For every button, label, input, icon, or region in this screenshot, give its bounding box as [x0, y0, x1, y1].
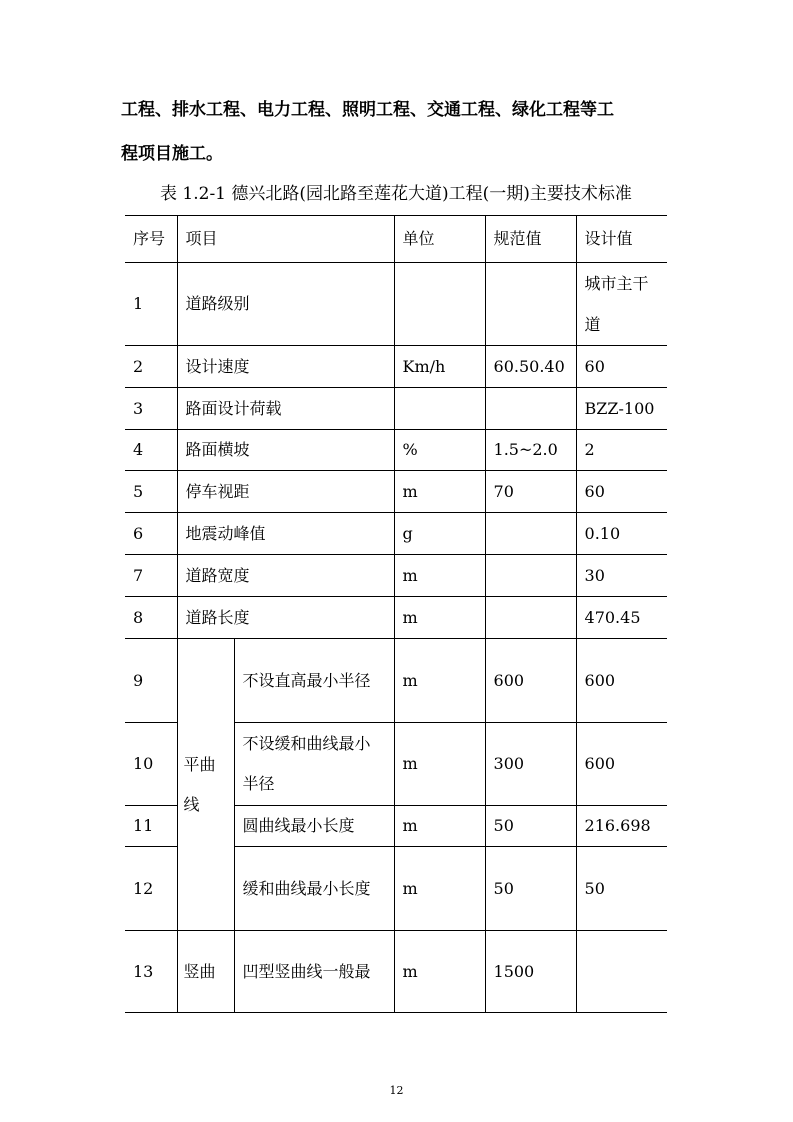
cell-item: 圆曲线最小长度: [234, 806, 394, 847]
cell-unit: %: [394, 430, 485, 471]
cell-no: 13: [125, 931, 177, 1013]
cell-no: 2: [125, 346, 177, 388]
cell-spec: [485, 513, 576, 555]
cell-spec: 70: [485, 471, 576, 513]
cell-item: 不设缓和曲线最小半径: [234, 723, 394, 806]
page-number: 12: [389, 1084, 404, 1097]
cell-design: 城市主干道: [576, 263, 667, 346]
cell-spec: 50: [485, 847, 576, 931]
cell-spec: 300: [485, 723, 576, 806]
cell-no: 10: [125, 723, 177, 806]
cell-unit: m: [394, 639, 485, 723]
header-design: 设计值: [576, 216, 667, 263]
cell-unit: m: [394, 723, 485, 806]
cell-spec: 60.50.40: [485, 346, 576, 388]
cell-unit: [394, 388, 485, 430]
cell-unit: m: [394, 806, 485, 847]
cell-item: 不设直高最小半径: [234, 639, 394, 723]
cell-no: 12: [125, 847, 177, 931]
cell-item: 停车视距: [177, 471, 394, 513]
cell-unit: [394, 263, 485, 346]
table-row: [125, 263, 667, 346]
cell-unit: m: [394, 471, 485, 513]
cell-spec: [485, 388, 576, 430]
cell-item: 凹型竖曲线一般最: [234, 931, 394, 1013]
header-unit: 单位: [394, 216, 485, 263]
header-no: 序号: [125, 216, 177, 263]
table-row: [125, 639, 667, 723]
cell-unit: m: [394, 597, 485, 639]
table-row: [125, 555, 667, 597]
header-spec: 规范值: [485, 216, 576, 263]
cell-item: 缓和曲线最小长度: [234, 847, 394, 931]
table-row: [125, 430, 667, 471]
cell-no: 1: [125, 263, 177, 346]
header-item: 项目: [177, 216, 394, 263]
group-label-vertical-curve: 竖曲: [177, 931, 234, 1013]
cell-no: 7: [125, 555, 177, 597]
cell-no: 11: [125, 806, 177, 847]
cell-item: 设计速度: [177, 346, 394, 388]
cell-design: 30: [576, 555, 667, 597]
cell-item: 道路宽度: [177, 555, 394, 597]
cell-design: 2: [576, 430, 667, 471]
table-row: [125, 513, 667, 555]
cell-no: 9: [125, 639, 177, 723]
group-label-horizontal-curve: 平曲线: [177, 639, 234, 931]
cell-spec: [485, 597, 576, 639]
cell-no: 8: [125, 597, 177, 639]
cell-spec: 1500: [485, 931, 576, 1013]
cell-design: 470.45: [576, 597, 667, 639]
cell-spec: 600: [485, 639, 576, 723]
cell-design: 60: [576, 471, 667, 513]
tech-standards-table: [125, 215, 667, 1013]
paragraph-line-2: 程项目施工。: [121, 144, 223, 164]
cell-design: 0.10: [576, 513, 667, 555]
cell-design: 216.698: [576, 806, 667, 847]
cell-item: 路面横坡: [177, 430, 394, 471]
table-row: [125, 471, 667, 513]
cell-design: 60: [576, 346, 667, 388]
cell-no: 3: [125, 388, 177, 430]
table-row: [125, 597, 667, 639]
table-row: [125, 931, 667, 1013]
cell-design: BZZ-100: [576, 388, 667, 430]
cell-design: 600: [576, 639, 667, 723]
cell-item: 地震动峰值: [177, 513, 394, 555]
cell-design: 600: [576, 723, 667, 806]
table-caption: 表 1.2-1 德兴北路(园北路至莲花大道)工程(一期)主要技术标准: [160, 184, 632, 204]
cell-no: 4: [125, 430, 177, 471]
cell-unit: m: [394, 931, 485, 1013]
table-header-row: [125, 216, 667, 263]
cell-spec: [485, 555, 576, 597]
cell-design: 50: [576, 847, 667, 931]
cell-item: 道路级别: [177, 263, 394, 346]
cell-item: 道路长度: [177, 597, 394, 639]
cell-item: 路面设计荷载: [177, 388, 394, 430]
paragraph-line-1: 工程、排水工程、电力工程、照明工程、交通工程、绿化工程等工: [121, 100, 614, 120]
cell-design: [576, 931, 667, 1013]
cell-unit: Km/h: [394, 346, 485, 388]
cell-spec: 50: [485, 806, 576, 847]
cell-unit: m: [394, 847, 485, 931]
cell-unit: m: [394, 555, 485, 597]
table-row: [125, 346, 667, 388]
cell-spec: 1.5~2.0: [485, 430, 576, 471]
cell-no: 5: [125, 471, 177, 513]
cell-spec: [485, 263, 576, 346]
cell-no: 6: [125, 513, 177, 555]
table-row: [125, 388, 667, 430]
cell-unit: g: [394, 513, 485, 555]
